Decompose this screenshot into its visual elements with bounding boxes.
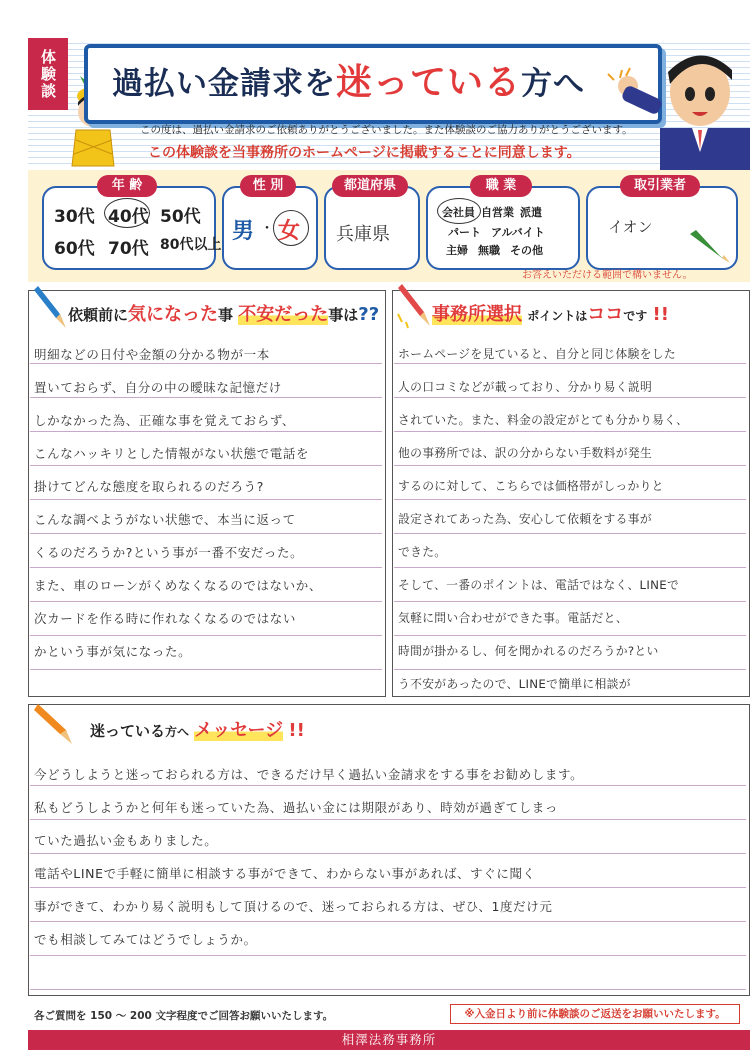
selection-line: されていた。また、料金の設定がとても分かり易く、 [398,413,689,427]
prefecture-label: 都道府県 [332,175,408,197]
businessman-illustration [600,40,750,170]
job-housewife[interactable]: 主婦 [446,244,468,257]
concern-title-5: 事は [328,306,359,324]
concern-line: 明細などの日付や金額の分かる物が一本 [34,347,270,362]
job-dispatch[interactable]: 派遣 [520,206,542,219]
concern-line: こんな調べようがない状態で、本当に返って [34,512,296,527]
tag-text: 体験談 [39,48,57,100]
age-40[interactable]: 40代 [108,207,149,227]
selection-line: 設定されてあった為、安心して依頼をする事が [398,512,652,526]
pencil-icon [394,282,434,330]
job-selected-circle [437,198,481,224]
selection-line: う不安があったので、LINEで簡単に相談が [398,677,631,691]
gender-female[interactable]: 女 [278,219,301,244]
job-other[interactable]: その他 [510,244,543,257]
selection-title-2: ポイントは [527,309,588,323]
selection-title-3: ココ [587,304,624,325]
message-title-3: メッセージ [194,720,284,741]
lender-label: 取引業者 [620,175,700,197]
pencil-icon [30,284,70,330]
concern-title-4: 不安だった [238,304,329,325]
length-note: 各ご質問を 150 ～ 200 文字程度でご回答お願いいたします。 [34,1010,334,1022]
message-answer [34,758,583,956]
selection-title [432,300,669,326]
job-none[interactable]: 無職 [478,244,500,257]
message-line: 電話やLINEで手軽に簡単に相談する事ができて、わからない事があれば、すぐに聞く [34,866,536,881]
firm-footer: 相澤法務事務所 [28,1030,750,1050]
consent-text: この体験談を当事務所のホームページに掲載することに同意します。 [148,145,581,161]
concern-line: 次カードを作る時に作れなくなるのではない [34,611,297,626]
title-part-2: 方へ [521,66,586,102]
prefecture-value: 兵庫県 [336,224,390,245]
message-title-1: 迷っている [90,722,166,740]
message-title-2: 方へ [165,725,190,739]
age-50[interactable]: 50代 [160,207,201,227]
selection-title-5: !! [652,304,669,325]
age-70[interactable]: 70代 [108,239,149,259]
job-row-3 [446,242,543,258]
selection-line: できた。 [398,545,447,559]
gender-separator: ・ [260,221,274,237]
selection-line: そして、一番のポイントは、電話ではなく、LINEで [398,578,680,592]
intro-text: この度は、過払い金請求のご依頼ありがとうございました。また体験談のご協力ありがとうございます。 [140,124,633,136]
selection-line: 気軽に問い合わせができた事。電話だと、 [398,611,628,625]
message-line: でも相談してみてはどうでしょうか。 [34,932,257,947]
selection-line: 他の事務所では、訳の分からない手数料が発生 [398,446,653,460]
concern-title-3: 事 [218,306,234,324]
message-line: 私もどうしようかと何年も迷っていた為、過払い金には期限があり、時効が過ぎてしまっ [34,800,559,815]
concern-line: また、車のローンがくめなくなるのではないか、 [34,578,322,593]
message-title-4: !! [288,720,305,741]
gender-selected-circle [273,210,309,246]
concern-title-2: 気になった [128,304,219,325]
age-60[interactable]: 60代 [54,239,95,259]
concern-answer [34,338,322,668]
concern-line: 置いておらず、自分の中の曖昧な記憶だけ [34,380,282,395]
pencil-icon [686,228,732,264]
age-30[interactable]: 30代 [54,207,95,227]
job-arbeit[interactable]: アルバイト [491,226,545,239]
job-self[interactable]: 自営業 [481,206,514,219]
job-row-2 [448,224,545,240]
selection-answer [398,338,688,734]
age-label: 年 齢 [97,175,157,197]
selection-title-1: 事務所選択 [432,304,522,325]
job-part[interactable]: パート [448,226,481,239]
concern-title-1: 依頼前に [68,306,129,324]
message-line: 今どうしようと迷っておられる方は、できるだけ早く過払い金請求をする事をお勧めします。 [34,767,584,782]
page-title [112,54,585,105]
concern-title [68,300,379,326]
age-80-plus[interactable]: 80代以上 [160,237,222,253]
title-part-1: 過払い金請求を [112,66,336,102]
selection-line: 人の口コミなどが載っており、分かり易く説明 [398,380,653,394]
lender-value: イオン [608,218,653,236]
job-company[interactable]: 会社員 [442,206,475,219]
gender-label: 性 別 [240,175,296,197]
concern-line: しかなかった為、正確な事を覚えておらず、 [34,413,296,428]
message-title [90,716,305,742]
concern-line: かという事が気になった。 [34,644,192,659]
age-selected-circle [104,198,150,228]
concern-title-6: ?? [358,304,380,325]
concern-line: こんなハッキリとした情報がない状態で電話を [34,446,310,461]
message-line: ていた過払い金もありました。 [34,833,218,848]
message-line: 事ができて、わかり易く説明もして頂けるので、迷っておられる方は、ぜひ、1度だけ元 [34,899,553,914]
selection-line: ホームページを見ていると、自分と同じ体験をした [398,347,676,361]
job-label: 職 業 [470,175,532,197]
return-note: ※入金日より前に体験談のご返送をお願いいたします。 [450,1004,740,1024]
gender-male[interactable]: 男 [232,219,255,244]
answer-note: お答えいただける範囲で構いません。 [522,270,693,281]
selection-title-4: です [623,309,648,323]
title-highlight: 迷っている [336,62,522,103]
concern-line: 掛けてどんな態度を取られるのだろう? [34,479,264,494]
selection-line: 時間が掛かるし、何を聞かれるのだろうか?とい [398,644,659,658]
concern-line: くるのだろうか?という事が一番不安だった。 [34,545,304,560]
selection-line: するのに対して、こちらでは価格帯がしっかりと [398,479,664,493]
pencil-icon [32,700,78,748]
